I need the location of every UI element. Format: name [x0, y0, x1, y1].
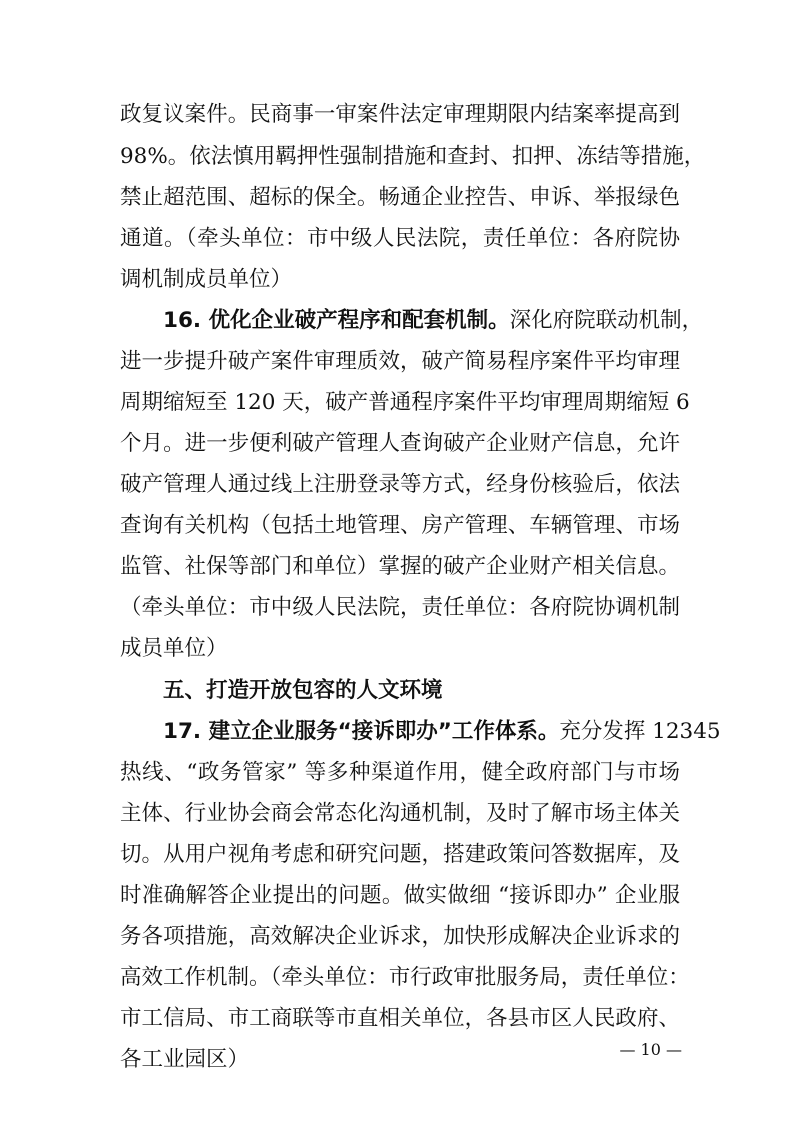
paragraph-line: 查询有关机构（包括土地管理、房产管理、车辆管理、市场: [120, 513, 680, 538]
paragraph-line: 市工信局、市工商联等市直相关单位，各县市区人民政府、: [120, 1006, 680, 1031]
item-16-first-line: [163, 306, 704, 336]
paragraph-line: （牵头单位：市中级人民法院，责任单位：各府院协调机制: [120, 595, 680, 620]
section-heading: 五、打造开放包容的人文环境: [163, 678, 443, 703]
paragraph-line: 监管、社保等部门和单位）掌握的破产企业财产相关信息。: [120, 554, 680, 579]
paragraph-line: 破产管理人通过线上注册登录等方式，经身份核验后，依法: [120, 472, 680, 497]
paragraph-line: 98%。依法慎用羁押性强制措施和查封、扣押、冻结等措施，: [120, 144, 706, 169]
paragraph-line: 政复议案件。民商事一审案件法定审理期限内结案率提高到: [120, 102, 680, 127]
paragraph-line: 时准确解答企业提出的问题。做实做细 “接诉即办” 企业服: [120, 883, 680, 908]
item-17-first-line: [163, 717, 721, 747]
paragraph-line: 进一步提升破产案件审理质效，破产简易程序案件平均审理: [120, 349, 680, 374]
paragraph-line: 高效工作机制。（牵头单位：市行政审批服务局，责任单位：: [120, 965, 690, 990]
page-number: — 10 —: [619, 1040, 682, 1059]
paragraph-line: 务各项措施，高效解决企业诉求，加快形成解决企业诉求的: [120, 924, 680, 949]
item-17-first-line-text: 充分发挥 12345: [559, 719, 721, 744]
item-17-title: 17. 建立企业服务“接诉即办”工作体系。: [163, 719, 560, 744]
paragraph-line: 禁止超范围、超标的保全。畅通企业控告、申诉、举报绿色: [120, 185, 680, 210]
item-16-first-line-text: 深化府院联动机制，: [509, 308, 704, 333]
paragraph-line: 成员单位）: [120, 636, 228, 661]
item-16-title: 16. 优化企业破产程序和配套机制。: [163, 308, 510, 333]
paragraph-line: 主体、行业协会商会常态化沟通机制，及时了解市场主体关: [120, 801, 680, 826]
paragraph-line: 个月。进一步便利破产管理人查询破产企业财产信息，允许: [120, 431, 680, 456]
paragraph-line: 通道。（牵头单位：市中级人民法院，责任单位：各府院协: [120, 226, 680, 251]
paragraph-line: 各工业园区）: [120, 1047, 250, 1072]
paragraph-line: 调机制成员单位）: [120, 267, 293, 292]
paragraph-line: 切。从用户视角考虑和研究问题，搭建政策问答数据库，及: [120, 842, 680, 867]
paragraph-line: 热线、“政务管家” 等多种渠道作用，健全政府部门与市场: [120, 760, 680, 785]
paragraph-line: 周期缩短至 120 天，破产普通程序案件平均审理周期缩短 6: [120, 390, 690, 415]
